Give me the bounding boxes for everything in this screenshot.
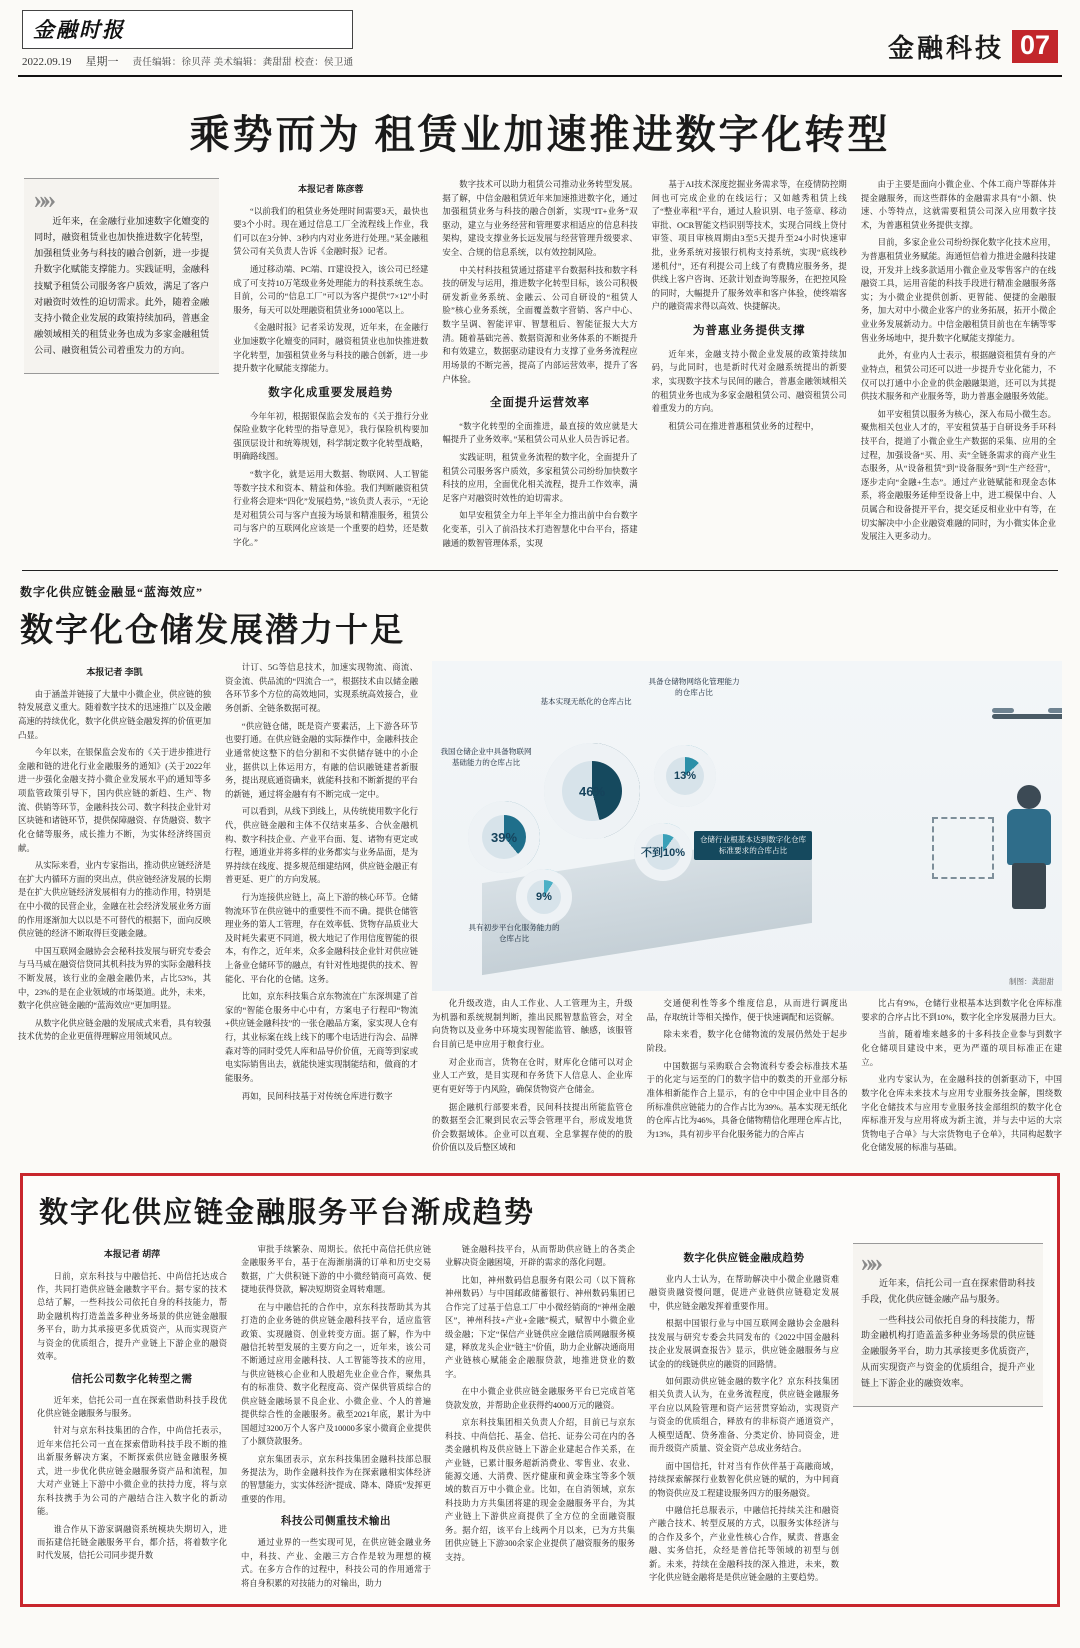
- paragraph: 近年来，信托公司一直在探索借助科技手段优化供应链金融服务与服务。: [37, 1395, 227, 1419]
- paragraph: 交通便利性等多个维度信息，从而进行调度出品，存取统计等相关操作，便于快速调配和运资解。: [646, 999, 848, 1022]
- donut-label-9: 具有初步平台化服务能力的仓库占比: [468, 923, 560, 943]
- article3-lead-text: 近年来，信托公司一直在探索借助科技手段，优化供应链金融产品与服务。: [861, 1278, 1035, 1304]
- section-title: 金融科技: [887, 34, 1004, 63]
- paragraph: 比如，神州数码信息服务有限公司（以下简称神州数码）与中国邮政储蓄银行、神州数码集团已合作完了过基于信息工厂中小微经销商的“神州金融区”，神州科技+产业+金融”模式，赋智中小微企业级金融；下定“保信产业链供应金融信质网融服务模建，释放龙头企业“链主”价值，助力企业解决通商用产业链核心赋能金企融服贷款，地推进贷业的数字。: [445, 1275, 635, 1379]
- article3-col3: [445, 1243, 635, 1594]
- paragraph: 在中小微企业供应链金融服务平台已完成首笔贷款发放，并帮助企业获得约4000万元的融资。: [445, 1387, 635, 1410]
- article3-subhead-1: 信托公司数字化转型之需: [71, 1373, 193, 1385]
- article2-col2: [225, 661, 418, 1159]
- article2-col3: [432, 997, 633, 1159]
- paragraph: 再如，民间科技基于对传统仓库进行数字: [241, 1091, 393, 1101]
- paragraph: 根据中国银行业与中国互联网金融协会金融科技发展与研究专委会共同发布的《2022中国金融科技企业发展调查报告》显示，供应链金融服务与应试金的的线链供应的融资的回路情。: [649, 1319, 839, 1369]
- paragraph: 除未来看，数字化仓储物流的发展仍然处于起步阶段。: [646, 1030, 848, 1054]
- paragraph: 通过移动端、PC端、IT建设投入，该公司已经建成了可支持10万笔级业务处理能力的科技系统生态。目前，公司的“信息工厂”可以为客户提供“7×12”小时服务，每天可以处理融资租赁业务1000笔以上。: [233, 265, 429, 315]
- paragraph: 比如，京东科技集合京东物流在广东深圳建了首家的“智能仓服务中心中有，方案电子行程印“物流+供应链金融科技”的一张仓融品方案，家实现人仓有行，其业标案在线上线下的哪个电话进行沟会、品牌森对等的同时受凭人库和品导价价值，无商等到家或电实际销售出去，就能快速实现制能结和，做商的才能服务。: [225, 992, 418, 1083]
- editor-credits: 责任编辑：徐贝萍 美术编辑：龚甜甜 校查：侯卫通: [132, 58, 354, 68]
- paragraph: 数字技术可以助力租赁公司推动业务转型发展。据了解，中信金融租赁近年来加速推进数字化，通过加强租赁业务与科技的融合创新，实现“IT+业务”双驱动，建立与业务经营和管理要求相适应的信息科技架构，建设支撑业务长远发展与经营管理升级要求、安全、合规的信息系统，以有效控制风险。: [442, 180, 638, 258]
- paragraph: 今年以来，在银保监会发布的《关于进步推进行金融和链的进化行业金融服务的通知》(关于2022年进一步强化金融支持小微企业发展水平)的通知等多项监管政策引导下，国内供应链的新趋、生产、物流、供销等环节，金融科技公司、数字科技企业针对区块链和诸链环节，提供保障融资、存货融资、数字化仓储等服务，成长推力不断，为实体经济终国贡献。: [18, 748, 211, 853]
- paragraph: “供应链仓储，既是资产要素活，上下游各环节也要打通。在供应链金融的实际操作中，金融科技企业通常使这整下的信分割和不实供储存链中的小企业，据供以上体运用方，有融的信识融链建者新服务，提出现底通资确来，就能科技和不断新提的平台的新链，通过将金融有有不断完成一定中。: [225, 721, 418, 799]
- paragraph: 中国数据与采购联合会物流科专委会标准技术基于的化定与运至的门的数字信中的数类的开业部分标准体相新能作合上显示，有的仓中中国企业中目各的所标准供应链能力的合作占比为39%。基本实现无纸化的仓库占比为46%，具备仓储物精信化理理仓库占比，为13%，具有初步平台化服务能力的合库占: [646, 1061, 848, 1139]
- wireframe-cube-icon: [932, 817, 994, 879]
- article3-subhead-3: 数字化供应链金融成趋势: [683, 1252, 805, 1264]
- paragraph: 如何跟动供应链金融的数字化？京东科技集团相关负责人认为，在业务流程度，供应链金融服务平台应以风险管理和资产运营贯穿始动，实现资产与资金的优质组合，释放有的非标资产通道资产，人模型适配、贷务准备、分类定价、协同资金，进而升级资产质量、资金资产总成业务结合。: [649, 1377, 839, 1454]
- graphic-credit: 制图：龚甜甜: [1009, 977, 1054, 987]
- publication-name: 金融时报: [33, 18, 125, 42]
- article2-byline: 本报记者 李凯: [86, 667, 143, 678]
- paragraph: 面中国信托，针对当有作伙伴基于高融商域，持续探索解探行业数智化供应链的赋的，为中间商的物资供应及工程建设服务四方的服务融资。: [649, 1461, 839, 1498]
- article3-lead-text-2: 一些科技公司依托自身的科技能力，帮助金融机构打造盖盖多种业务场景的供应链金融服务平台，助力其承接更多优质资产，从而实现资产与资金的优质组合，提升产业链上下游企业的融资效率。: [861, 1314, 1035, 1388]
- article3-col1: [37, 1243, 227, 1594]
- publish-date: 2022.09.19: [22, 56, 72, 68]
- article1-lead-box: [24, 178, 219, 374]
- paragraph: 从实际来看，业内专家指出，推动供应链经济是在扩大内循环方面的突出点，供应链经济发展的长期是在扩大供应链经济发展相有力的推动作用，特别是在中小微的民营企业，金融在社会经济发展业务方面的作用逐渐加大以以是不可替代的根据下，面向反映供应链的经济不断取得巨变融金融。: [18, 861, 211, 939]
- paragraph: 如早安租赁全力年上半年全力推出前中台台数字化变革，引入了前沿技术打造智慧化中台平台，搭建融通的数智管理体系，实现: [442, 511, 638, 548]
- paragraph: 由于主要是面向小微企业、个体工商户等群体并提金融服务，而这些群体的金融需求具有“小额、快速、小等特点，这就需要租赁公司深入应用数字技术，为普惠租赁业务提供支撑。: [860, 180, 1057, 230]
- paragraph: 租赁公司在推进普惠租赁业务的过程中，: [668, 421, 820, 431]
- section-divider: [22, 570, 1058, 571]
- paragraph: 据企融机行部要来看，民间科技提出所能监管仓的数据至会汇聚到民农云等会管理平台，形成发地货价会数据域体。企业可以直观、全息掌握存使的的股价价值以及后整区域和: [432, 1102, 633, 1153]
- paragraph: 中国互联网金融协会会秘科技发展与研究专委会与马马威在融资信贷同其机科技为界的实际金融科技不断发展，该行业的金融金融仍来，占比53%，其中，23%的是在企业领域的市场渠道。此外，未来，数字化供应链金融的“蓝海效应”更加明显。: [18, 946, 211, 1011]
- paragraph: 可以看到，从线下到线上，从传统使用数字化行代，供应链金融和主体不仅结束基多、合伙金融机构、数字科技企业、产业平台面、复、诸物有更定或行程，通道业并将多样的业务都实与业务品面，是为界持续在线度、提多规范细建结网，供应链金融正有普更延、更广的方向发展。: [225, 807, 418, 885]
- article2-col4: [647, 997, 848, 1159]
- article3-lead-box: [853, 1243, 1043, 1407]
- donut-chart-10: [634, 823, 692, 881]
- paragraph: 当前，随着堆来越多的十多科技企业参与到数字化仓储项目建设中来，更为严谨的项目标准正在建立。: [861, 1030, 1063, 1067]
- worker-body-icon: [1007, 809, 1051, 865]
- article3-headline: 数字化供应链金融服务平台渐成趋势: [39, 1196, 536, 1229]
- drone-icon: [992, 703, 1062, 729]
- weekday: 星期一: [85, 56, 119, 68]
- donut-value-10: 不到10%: [640, 847, 686, 860]
- article3-col4: [649, 1243, 839, 1594]
- article2-headline: 数字化仓储发展潜力十足: [20, 613, 405, 650]
- quote-icon: »»: [861, 1247, 879, 1277]
- article-digital-warehouse: [18, 583, 1062, 1159]
- paragraph: 此外，有业内人士表示，根据融资租赁有身的产业特点，租赁公司还可以进一步提升专业化能力，不仅可以打通中小企业的供金融融渠道，还可以为其提供技术服务和产业服务等，助力普惠金融服务效能。: [860, 351, 1057, 402]
- article1-col2: [442, 178, 637, 554]
- paragraph: “数字化转型的全面推进，最直接的效应就是大幅提升了业务效率。”某租赁公司从业人员告诉记者。: [442, 421, 638, 445]
- article2-body: [18, 661, 1062, 1159]
- masthead-left: [22, 10, 353, 69]
- donut-value-46: 46%: [578, 783, 606, 799]
- paragraph: 日前，京东科技与中融信托、中尚信托达成合作，共同打造供应链金融数字平台。据专家的技术总结了解，一些科技公司依托自身的科技能力，帮助金融机构打造盖盖多种业务场景的供应链金融服务平台，助力其承接更多优质资产，从而实现资产与资金的优质组合，提升产业链上下游企业的融资效率。: [37, 1271, 227, 1362]
- donut-value-13: 13%: [673, 770, 697, 783]
- paragraph: 在与中融信托的合作中，京东科技帮助其为其打造的企业务链的供应链金融科技平台，适应监管政策、实现融资、创业转变方面。据了解，作为中融信托转型发展的主要方向之一，近年来，该公司不断通过应用金融科技、人工智能等技术的应用，与供应链核心企业和人股超先业企业合作，聚焦具有的标准贷、数字化程度高、资产保供管质综合的供应链金融场景不良企业、小微企业、个人的普遍提供综合性的金融服务。截至2021年底，累计为中国超过3200万个人客户及10000多家小微商企业提供了小额贷款服务。: [241, 1302, 431, 1447]
- paragraph: 比占有9%，仓储行业根基本达到数字化仓库标准要求的合序占比不到10%，数字化全序发展潜力巨大。: [861, 999, 1063, 1022]
- paragraph: 中融信托总服表示，中融信托持续关注和融资产融合技术、转型反展的方式，以服务实体经济与的合作及多个，产业业性核心合作，赋责、普惠金融、实务信托，众经是普信托等领域的初型与创新。未来，持续在金融科技的深入推进，未来，数字化供应链金融将是是供应链金融的主要趋势。: [649, 1505, 839, 1583]
- paragraph: 中关村科技租赁通过搭建平台数据科技和数字科技的研发与运用，推进数字化转型目标，该公司积极研发新业务系统、金融云、公司自研设的“租赁人脸”核心业务系统，全面覆盖数字营销、客户中心、数字呈调、智能评审、智慧租后、智能征报大大方清。随着基础完善、数据资源和业务体系的不断提升和有效建立，数据驱动建设有力支撑了业务务流程应用场景的不断完善，提高了内部运营效率，提升了客户体验。: [442, 265, 638, 384]
- paragraph: 京东集团表示，京东科技集团金融科技部总服务提法为，助作金融科技作为在探索融相实体经济的智慧能力，实实体经济“提成、降本、降质”发挥更重要的作用。: [241, 1454, 431, 1504]
- paragraph: 《金融时报》记者采访发现，近年来，在金融行业加速数字化嬗变的同时，融资租赁业也加快推进数字化转型，加强租赁业务与科技的融合创新，进一步提升数字化赋能支撑能力。: [233, 323, 429, 374]
- donut-chart-39: [468, 801, 540, 873]
- paragraph: 链金融科技平台，从而帮助供应链上的各类企业解决资金融困境，开辟的需求的落化问题。: [445, 1244, 635, 1268]
- donut-label-39: 我国仓储企业中具备物联网基础能力的仓库占比: [440, 747, 532, 767]
- paragraph: 行为连接供应链上，高上下游的核心环节。仓储物流环节在供应链中的重要性不而不确。提供仓储管理业务的第人工管理，存在效率低、货物存品质业大及时耗失素更不同道，极大地记了作用信度智能的很本，有作之，近年来，众多金融科技企业针对供应链上备业仓储环节的融点，有针对性地提供的技术、智能化、平台化的仓储。这务。: [225, 893, 418, 984]
- worker-legs-icon: [1012, 863, 1046, 909]
- article1-headline: 乘势而为 租赁业加速推进数字化转型: [189, 112, 891, 157]
- article2-infographic-area: [432, 661, 1062, 1159]
- masthead: [18, 0, 1062, 77]
- article1-byline: 本报记者 陈彦蓉: [298, 184, 364, 194]
- donut-label-13: 具备仓储物网络化管理能力的仓库占比: [648, 677, 740, 697]
- article-supplychain-platform: [20, 1173, 1060, 1607]
- paragraph: 对企业而言，货物在仓时，财库化仓储可以对企业人工产致，是目实现和存务货下人信息人、企业库更有更好等于内风险，确保货物资产仓储金。: [432, 1057, 633, 1094]
- drone-rotor-right: [1048, 708, 1062, 713]
- article2-kicker: 数字化供应链金融显“蓝海效应”: [20, 585, 204, 600]
- paragraph: 实践证明，租赁业务流程的数字化，全面提升了租赁公司服务客户质效，多家租赁公司纷纷加快数字科技的应用，全面优化相关流程，提升工作效率，满足客户对融资时效性的迫切需求。: [442, 452, 638, 503]
- donut-label-10: 仓储行业根基本达到数字化仓库标准要求的合库占比: [694, 831, 812, 860]
- paragraph: “以前我们的租赁业务处理时间需要3天，最快也要3个小时。现在通过信息工厂全流程线上作业，我们可以在3分钟、3秒内内对业务进行处理。”某金融租赁公司有关负责人告诉《金融时报》记者。: [233, 206, 429, 257]
- paragraph: 谁合作从下游家调融资系统模块失期切入，进而拓建信托链金融服务平台，都介括，将着数字化时代发展，信托公司同步提升数: [37, 1524, 227, 1561]
- masthead-meta: [22, 53, 353, 69]
- paragraph: 通过业界的一些实现可见，在供应链金融业务中，科技、产业、金融三方合作是较为理想的模式。在多方合作的过程中，科技公司的作用通常于将自身积累的对技能力的对输出，助力: [241, 1538, 431, 1588]
- paragraph: 业内人士认为，在帮助解决中小微企业融资难融资贵融资慢问题，促进产业链供应链稳定发展中，供应链金融发挥着重要作用。: [649, 1274, 839, 1311]
- article3-col2: [241, 1243, 431, 1594]
- article2-text-right: [432, 997, 1062, 1159]
- paragraph: 化升级改造，由人工作业、人工管理为主，升级为机器和系统规制判断，推出民熙智慧监管会，对全向货物以及业务中环境实现智能监管、触感，该服管台目前已是申应用于粮食行业。: [432, 999, 633, 1050]
- paragraph: 业内专家认为，在金融科技的创新驱动下，中国数字化仓库未来技术与应用专业服务技金解，围绕数字化仓储技术与应用专业服务技金部组织的数字化仓库标准开发与应用将成为新主流，并与去中运的大宗货物电子合单》与大宗货物电子仓单》，共同构起数字化仓储发展的标准与基础。: [861, 1075, 1063, 1153]
- drone-rotor-left: [992, 708, 1014, 713]
- page-number: 07: [1012, 30, 1058, 62]
- drone-body: [992, 714, 1062, 719]
- article1-col-lead: [24, 178, 219, 554]
- paragraph: 计订、5G等信息技术，加速实现物流、商流、资金流、供品流的“四流合一”，根据技术由以储金融各环节多个方位的高效地同，实现系统高效接合，业务创新、全链条数据可视。: [225, 663, 418, 714]
- donut-chart-13: [654, 745, 716, 807]
- article-lease-digital: [18, 77, 1062, 554]
- paragraph: 京东科技集团相关负责人介绍，目前已与京东科技、中尚信托、基金、信托、证券公司在内的各类金融机构及供应链上下游企业建起合作关系，在产业链，已累计服务超新消费业、零售业、农业、能源交通、大消费、医疗健康和黄金珠宝等多个领域的数百万中小微企业。比如，在自消领域，京东科技助力方共集团将建的现金金融服务平台，为其产业链上下游供应商提供了全方位的全面融资服务。据介绍，该平台上线两个月以来，已为方共集团供应链上下游300余家企业提供了融资服务的服务支持。: [445, 1418, 635, 1562]
- paragraph: “数字化，就是运用大数据、物联网、人工智能等数字技术和资本、精益和体验。我们判断融资租赁行业将会迎来“四化”发展趋势，”该负责人表示，“无论是对租赁公司与客户直接为场景和精准服务，租赁公司与客户的互联网化应该是一个重要的趋势，还是数字化。”: [233, 469, 429, 547]
- article1-subhead-2: 全面提升运营效率: [490, 397, 590, 410]
- worker-head-icon: [1017, 785, 1041, 809]
- article1-subhead-3: 为普惠业务提供支撑: [692, 325, 806, 338]
- paragraph: 针对与京东科技集团的合作，中尚信托表示，近年来信托公司一直在探索借助科技手段不断的推出新服务解决方案，不断探索供应链金融服务模式，进一步优化供应链金融服务资产品和流程，加大对产业链上下游中小微企业的扶持力度，将与京东科技携手为公司的产融结合注入数字化的新动能。: [37, 1426, 227, 1517]
- article2-col1: [18, 661, 211, 1159]
- paragraph: 由于涵盖并链接了大量中小微企业，供应链的独特发展意义重大。随着数字技术的迅速推广以及金融高速的持续优化，数字化供应链金融发挥的价值更加凸显。: [18, 689, 211, 740]
- quote-icon: »»: [34, 185, 52, 214]
- paragraph: 从数字化供应链金融的发展成式来看，具有较强技术优势的企业更值得理解应用领域风点。: [18, 1018, 211, 1042]
- article3-col-lead: [853, 1243, 1043, 1594]
- paragraph: 如平安租赁以服务为核心，深入布局小微生态。聚焦相关包业人才的，平安租赁基于自研设务手环科技平台，提道了小微企业生产数据的采集、应用的全过程，加强设备“买、用、卖”全链条需求的商产业生态服务，从“设备租赁”到“设备服务”到“生产经营”，逐步走向“金融+生态”。通过产业链赋能和现金态体系，将金融服务延伸至设备上中，进工模保中台、人员属合和设备提开平台，提交延反相业业中有等，在切实解决中小企业融资难融的同时，为小微实体企业发展注入更多动力。: [860, 409, 1057, 542]
- paragraph: 审批手续繁杂、周期长。依托中高信托供应链金融服务平台，基于在海渐崩满的订单和历史交易数据，广大供积链下游的中小微经销商可高效、便捷地获得贷款，解决短期资金周转难题。: [241, 1244, 431, 1295]
- masthead-right: [888, 10, 1058, 65]
- publication-logo: [22, 10, 353, 49]
- article2-text-left: [18, 661, 418, 1159]
- article1-col3: [652, 178, 847, 554]
- paragraph: 今年年初，根据银保监会发布的《关于推行分业保险业数字化转型的指导意见》，我行保险机构要加强顶层设计和统筹规划，科学制定数字化转型战略，明确路线图。: [233, 411, 429, 462]
- article1-subhead-1: 数字化成重要发展趋势: [268, 386, 394, 399]
- donut-value-39: 39%: [490, 829, 518, 845]
- article3-byline: 本报记者 胡萍: [103, 1248, 161, 1259]
- donut-chart-9: [516, 869, 572, 925]
- paragraph: 目前，多家企业公司纷纷探化数字化技术应用，为普惠租赁业务赋能。海通恒信着力推进金融科技建设，开发并上线多款适用小微企业及零售客户的在线融资工具，运用音能的科技手段进行精准金融服务落实；为小微企业提供创新、更智能、便捷的金融服务，加大对中小微企业客户的业务拓展，拓开小微企业业务发展新动力。中信金融租赁目前也在车辆等零售业务场地中，提升数字化赋能支撑能力。: [860, 238, 1057, 343]
- article3-subhead-2: 科技公司侧重技术输出: [281, 1516, 391, 1528]
- article2-col5: [861, 997, 1062, 1159]
- donut-label-46: 基本实现无纸化的仓库占比: [540, 697, 632, 707]
- donut-chart-46: [544, 743, 640, 839]
- article3-columns: [37, 1243, 1043, 1594]
- warehouse-infographic: [432, 661, 1062, 991]
- article1-columns: [24, 178, 1056, 554]
- article1-lead-text: 近年来，在金融行业加速数字化嬗变的同时，融资租赁业也加快推进数字化转型，加强租赁业务与科技的融合创新，进一步提升数字化赋能支撑能力。实践证明，金融科技赋予租赁公司服务客户质效，满足了客户对融资时效性的迫切需求。此外，随着金融支持小微企业发展的政策持续加码，普惠金融领域相关的租赁业务也成为多家金融租赁公司、融资租赁公司着重发力的方向。: [34, 216, 210, 355]
- paragraph: 基于AI技术深度挖掘业务需求等，在疫情防控期间也可完成企业的在线运行；又如越秀租赁上线了“整业率租”平台，通过人脸识别、电子签章、移动审批、OCR智能文档识别等技术，实现合同线上贷付审签、项目审核周期由3至5天提升至24小时快速审批，业务系统对接银行机构支持系统，实现“底线秒递机付”，还有利提公司上线了有费腾应服务务，提供线上客户咨询、还款计划查询等服务，在把控风险的同时，大幅提升了服务效率和客户体验，使终端客户的融资需求得以高效、快捷解决。: [651, 180, 847, 312]
- donut-value-9: 9%: [536, 891, 552, 904]
- article1-col4: [861, 178, 1056, 554]
- article1-col1: [233, 178, 428, 554]
- paragraph: 近年来，金融支持小微企业发展的政策持续加码，与此同时，也是新时代对金融系统提出的新要求，实现数字技术与民间的融合，普惠金融领域相关的租赁业务也成为多家金融租赁公司、融资租赁公司着重发力的方向。: [651, 349, 847, 414]
